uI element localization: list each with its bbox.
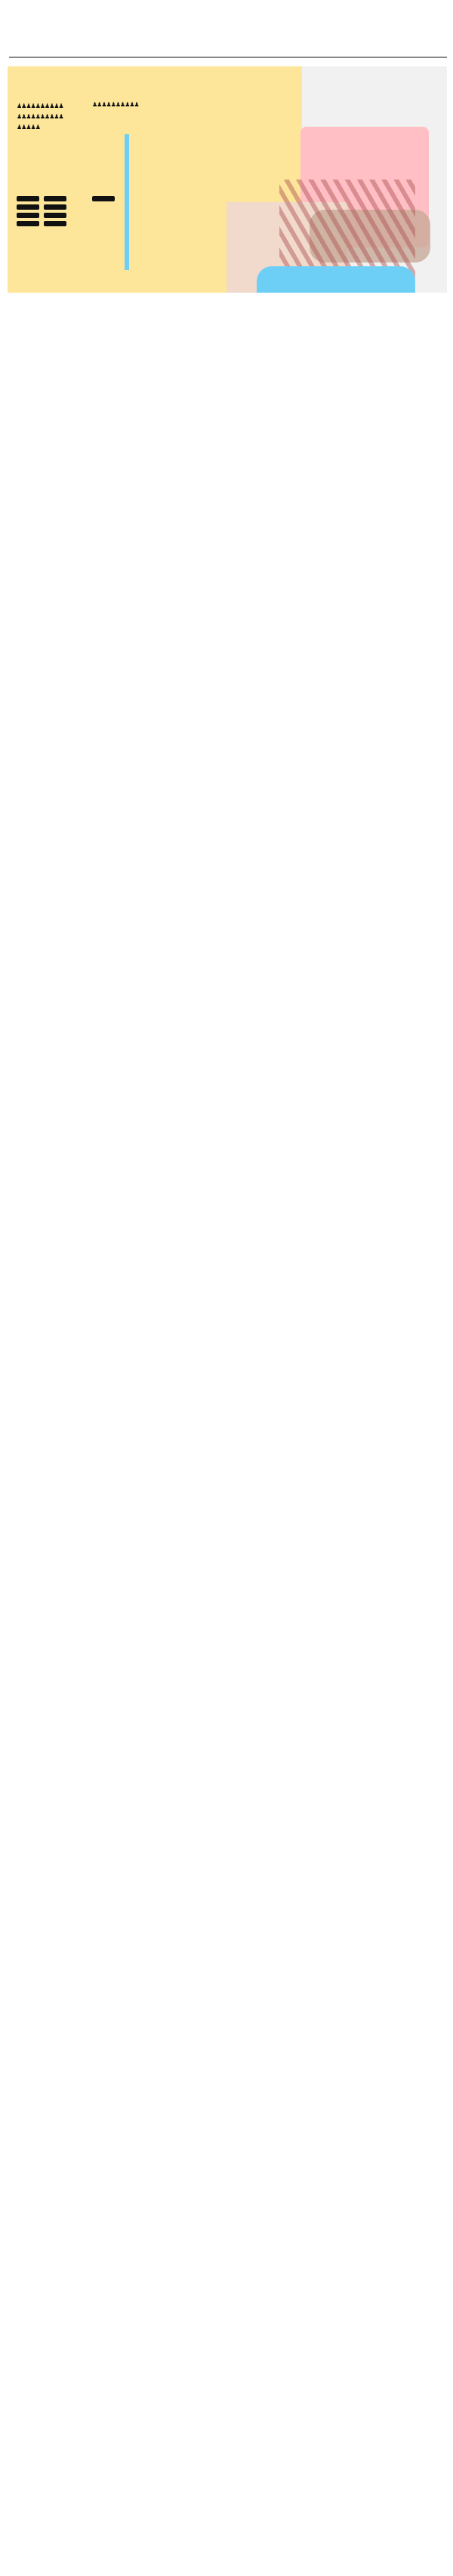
divider bbox=[9, 57, 447, 58]
tank-icons-ua bbox=[17, 196, 68, 226]
people-icons-pop: ♟♟♟♟♟♟♟♟♟♟ bbox=[92, 101, 139, 108]
abandoned-area bbox=[279, 180, 415, 278]
tank-icon-pop bbox=[92, 196, 115, 201]
people-icons-ua: ♟♟♟♟♟♟♟♟♟♟ ♟♟♟♟♟♟♟♟♟♟ ♟♟♟♟♟ bbox=[17, 103, 63, 130]
dnieper-river bbox=[125, 134, 129, 270]
conflict-map bbox=[8, 66, 447, 293]
sea-of-azov bbox=[257, 266, 415, 293]
